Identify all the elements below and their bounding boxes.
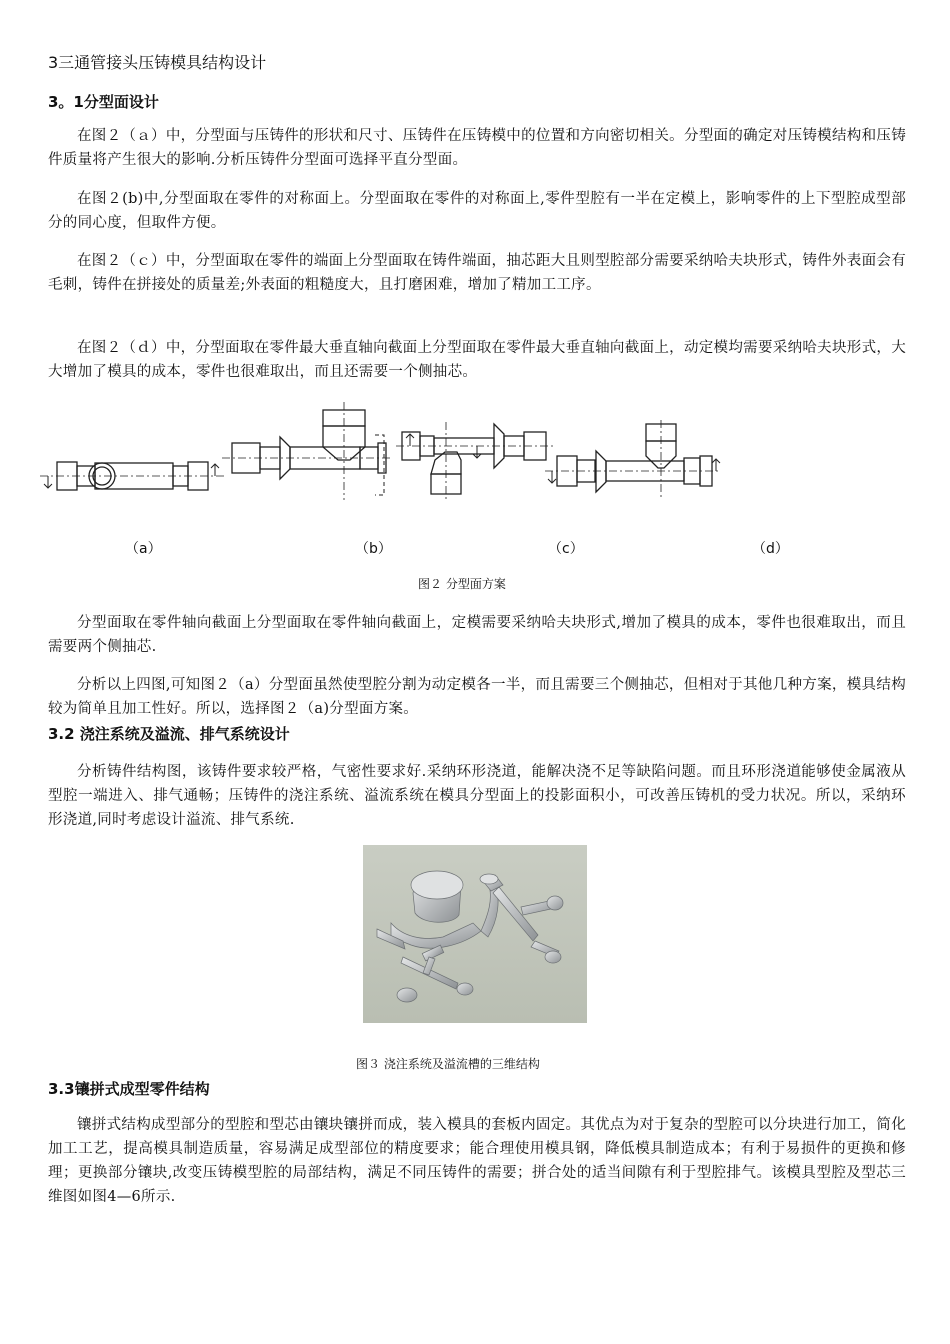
figure-2-label-d: （d） (752, 541, 789, 557)
paragraph-3-2-1: 分析铸件结构图，该铸件要求较严格，气密性要求好.采纳环形浇道，能解决浇不足等缺陷问题。而且环形浇道能够使金属液从型腔一端进入、排气通畅；压铸件的浇注系统、溢流系统在模具分型面上的投影面积小，可改善压铸机的受力状况。所以，采纳环形浇道,同时考虑设计溢流、排气系统. (48, 764, 906, 828)
figure-2-label-c: （c） (548, 541, 584, 557)
paragraph-after-fig2-2: 分析以上四图,可知图２（a）分型面虽然使型腔分割为动定模各一半，而且需要三个侧抽芯，但相对于其他几种方案，模具结构较为简单且加工性好。所以，选择图２（a)分型面方案。 (48, 677, 906, 717)
figure-2-caption: 图２ 分型面方案 (418, 577, 506, 591)
scheme-b-drawing (222, 402, 392, 500)
paragraph-3-1-3: 在图２（ｃ）中，分型面取在零件的端面上分型面取在铸件端面，抽芯距大且则型腔部分需要采纳哈夫块形式，铸件外表面会有毛刺，铸件在拼接处的质量差;外表面的粗糙度大，且打磨困难，增加了精加工工序。 (48, 253, 906, 293)
figure-3-render (363, 845, 587, 1023)
figure-2-drawings (0, 400, 950, 510)
heading-3-1: 3。1分型面设计 (48, 93, 159, 111)
section-title: 3三通管接头压铸模具结构设计 (48, 53, 267, 72)
paragraph-3-3-1: 镶拼式结构成型部分的型腔和型芯由镶块镶拼而成，装入模具的套板内固定。其优点为对于复杂的型腔可以分块进行加工，简化加工工艺，提高模具制造质量，容易满足成型部位的精度要求；能合理使用模具钢，降低模具制造成本；有利于易损件的更换和修理；更换部分镶块,改变压铸模型腔的局部结构，满足不同压铸件的需要；拼合处的适当间隙有利于型腔排气。该模具型腔及型芯三维图如图4—6所示. (48, 1117, 906, 1205)
paragraph-3-1-4: 在图２（ｄ）中，分型面取在零件最大垂直轴向截面上分型面取在零件最大垂直轴向截面上，动定模均需要采纳哈夫块形式，大大增加了模具的成本，零件也很难取出，而且还需要一个侧抽芯。 (48, 340, 906, 380)
heading-3-2: 3.2 浇注系统及溢流、排气系统设计 (48, 725, 290, 743)
scheme-d-drawing (545, 420, 720, 500)
scheme-c-drawing (396, 422, 556, 500)
paragraph-after-fig2-1: 分型面取在零件轴向截面上分型面取在零件轴向截面上，定模需要采纳哈夫块形式,增加了模具的成本，零件也很难取出，而且需要两个侧抽芯. (48, 615, 906, 655)
figure-3-caption: 图３ 浇注系统及溢流槽的三维结构 (356, 1057, 540, 1071)
paragraph-3-1-1: 在图２（ａ）中，分型面与压铸件的形状和尺寸、压铸件在压铸模中的位置和方向密切相关。分型面的确定对压铸模结构和压铸件质量将产生很大的影响.分析压铸件分型面可选择平直分型面。 (48, 128, 906, 168)
figure-2-label-b: （b） (355, 541, 392, 557)
heading-3-3: 3.3镶拼式成型零件结构 (48, 1080, 210, 1098)
scheme-a-drawing (40, 462, 225, 490)
paragraph-3-1-2: 在图２(b)中,分型面取在零件的对称面上。分型面取在零件的对称面上,零件型腔有一半在定模上，影响零件的上下型腔成型部分的同心度，但取件方便。 (48, 191, 906, 231)
figure-2-label-a: （a） (125, 541, 162, 557)
